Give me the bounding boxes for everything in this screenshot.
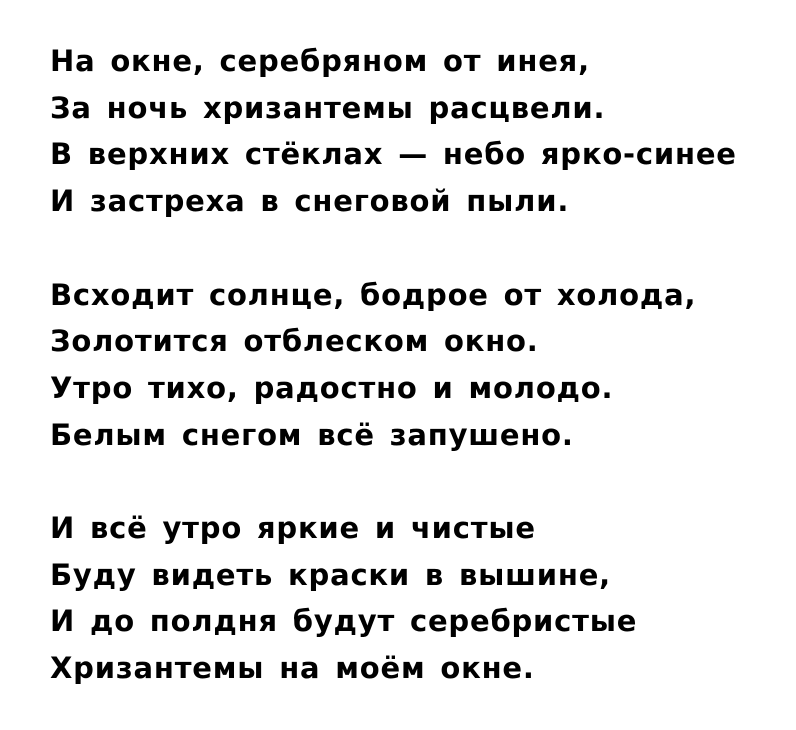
poem-stanza-1 [50,38,776,225]
poem-line: И всё утро яркие и чистые [50,511,536,545]
poem-line: Всходит солнце, бодрое от холода, [50,277,697,312]
poem-line: Утро тихо, радостно и молодо. [50,370,614,405]
poem-line: Буду видеть краски в вышине, [50,557,611,592]
poem-line: И застреха в снеговой пыли. [50,184,570,219]
poem-line: Хризантемы на моём окне. [50,651,535,686]
poem-stanza-2 [50,272,776,459]
poem-line: И до полдня будут серебристые [50,604,638,639]
poem-stanza-3 [50,505,776,692]
poem-line: В верхних стёклах — небо ярко-синее [50,137,737,172]
poem-line: Золотится отблеском окно. [50,324,539,359]
poem-line: Белым снегом всё запушено. [50,417,574,452]
poem-line: На окне, серебряном от инея, [50,44,590,78]
poem-line: За ночь хризантемы расцвели. [50,90,606,125]
poem-text [50,38,776,692]
